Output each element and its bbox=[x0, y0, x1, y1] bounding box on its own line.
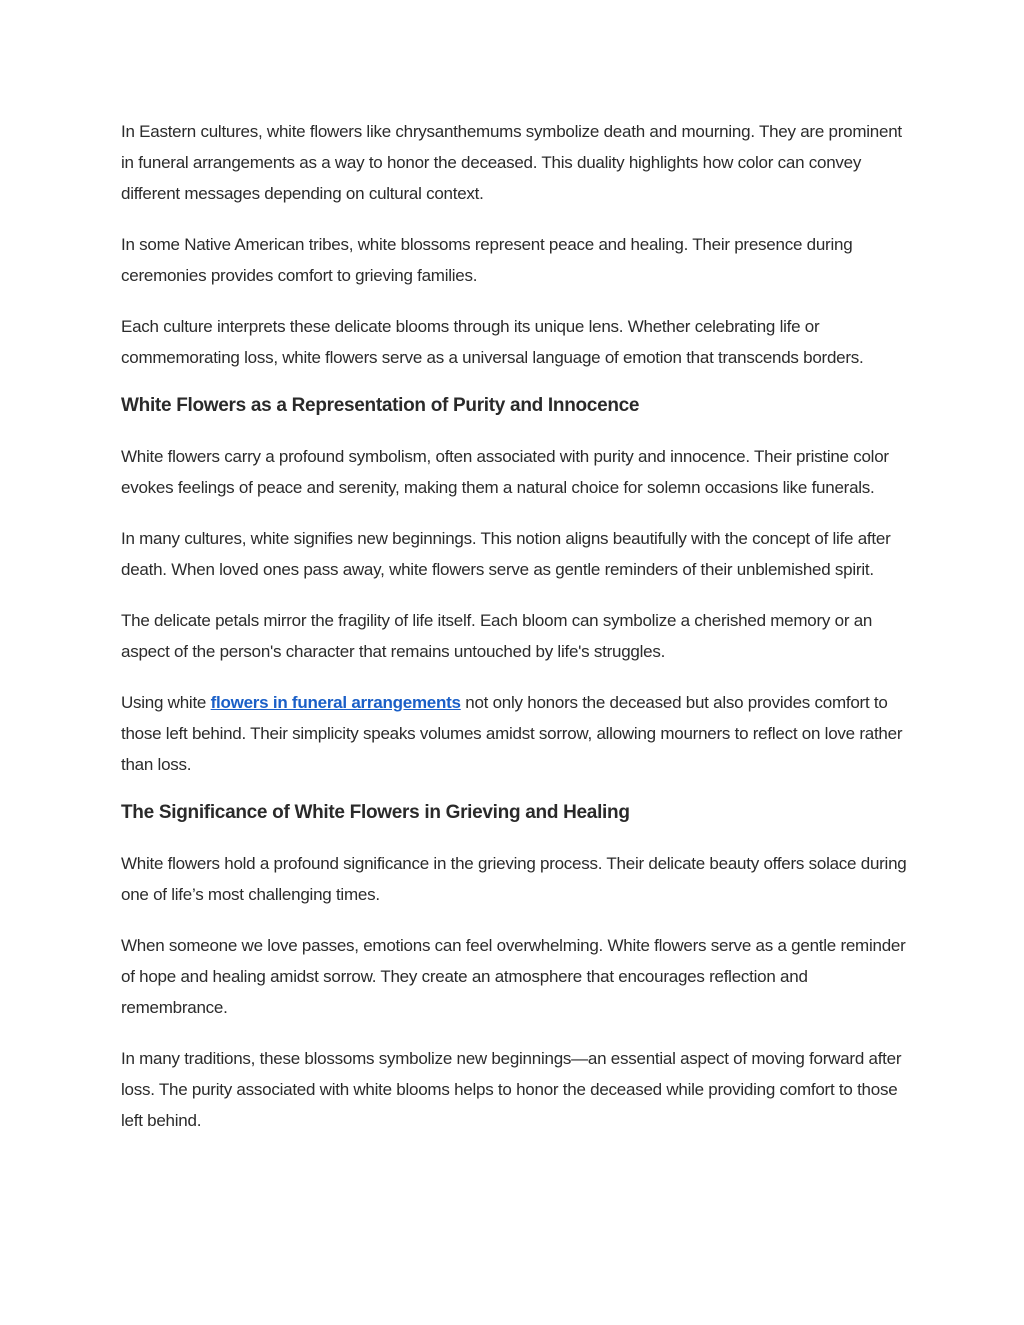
funeral-arrangements-link[interactable]: flowers in funeral arrangements bbox=[210, 693, 461, 712]
paragraph-using-white bbox=[121, 687, 911, 780]
paragraph-native-american: In some Native American tribes, white blossoms represent peace and healing. Their presence during ceremonies provides comfort to grieving families. bbox=[121, 235, 853, 285]
heading-purity-innocence: White Flowers as a Representation of Purity and Innocence bbox=[121, 395, 640, 416]
paragraph-many-traditions: In many traditions, these blossoms symbolize new beginnings—an essential aspect of moving forward after loss. The purity associated with white blooms helps to honor the deceased while providing comfort to those left behind. bbox=[121, 1049, 902, 1130]
paragraph-someone-we-love: When someone we love passes, emotions can feel overwhelming. White flowers serve as a gentle reminder of hope and healing amidst sorrow. They create an atmosphere that encourages reflection and remembrance. bbox=[121, 936, 906, 1017]
paragraph-grieving-process: White flowers hold a profound significance in the grieving process. Their delicate beauty offers solace during one of life’s most challenging times. bbox=[121, 854, 907, 904]
paragraph-new-beginnings: In many cultures, white signifies new beginnings. This notion aligns beautifully with the concept of life after death. When loved ones pass away, white flowers serve as gentle reminders of their unblemished spirit. bbox=[121, 529, 891, 579]
paragraph-profound-symbolism: White flowers carry a profound symbolism, often associated with purity and innocence. Their pristine color evokes feelings of peace and serenity, making them a natural choice for solemn occasions like funerals. bbox=[121, 447, 889, 497]
paragraph-text-before-link: Using white bbox=[121, 693, 211, 712]
heading-grieving-healing: The Significance of White Flowers in Grieving and Healing bbox=[121, 802, 630, 823]
paragraph-eastern-cultures: In Eastern cultures, white flowers like chrysanthemums symbolize death and mourning. They are prominent in funeral arrangements as a way to honor the deceased. This duality highlights how color can convey different messages depending on cultural context. bbox=[121, 122, 902, 203]
document-page bbox=[121, 116, 911, 1156]
paragraph-each-culture: Each culture interprets these delicate blooms through its unique lens. Whether celebrating life or commemorating loss, white flowers serve as a universal language of emotion that transcends borders. bbox=[121, 317, 864, 367]
paragraph-text-after-link: not only honors the deceased but also provides comfort to those left behind. Their simplicity speaks volumes amidst sorrow, allowing mourners to reflect on love rather than loss. bbox=[121, 693, 903, 774]
paragraph-delicate-petals: The delicate petals mirror the fragility of life itself. Each bloom can symbolize a cherished memory or an aspect of the person's character that remains untouched by life's struggles. bbox=[121, 611, 873, 661]
